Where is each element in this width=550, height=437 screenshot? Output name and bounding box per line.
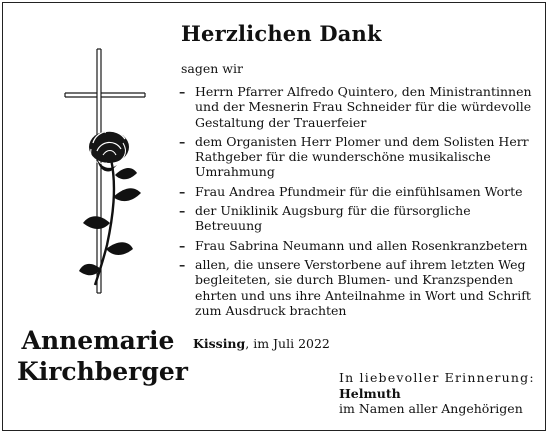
list-item-text: Frau Sabrina Neumann und allen Rosenkranzbetern [195,237,528,253]
place: Kissing [193,336,246,351]
list-item [179,203,539,234]
date: , im Juli 2022 [245,336,330,351]
place-date [193,336,330,351]
list-item-text: Frau Andrea Pfundmeir für die einfühlsamen Worte [195,183,523,199]
list-item [179,238,539,253]
list-item [179,134,539,180]
list-item-text: allen, die unsere Verstorbene auf ihrem letzten Weg begleiteten, sie durch Blumen- und Kranzspenden ehrten und uns ihre Anteilnahme in Wort und Schrift zum Ausdruck brachten [195,256,531,318]
obituary-card [2,2,546,431]
memory-line: In liebevoller Erinnerung: [339,370,535,385]
dash-marker: – [179,84,186,99]
list-item-text: Herrn Pfarrer Alfredo Quintero, den Ministrantinnen und der Mesnerin Frau Schneider für die würdevolle Gestaltung der Trauerfeier [195,84,532,130]
list-item [179,257,539,318]
signer-name: Helmuth [339,385,401,401]
thanks-list [179,84,539,322]
dash-marker: – [179,183,186,199]
dash-marker: – [179,133,186,149]
list-item-text: der Uniklinik Augsburg für die fürsorgliche Betreuung [195,203,471,234]
deceased-last-name: Kirchberger [17,357,188,386]
dash-marker: – [179,237,186,253]
family-line: im Namen aller Angehörigen [339,401,523,416]
dash-marker: – [179,256,186,272]
cross-with-rose-icon [61,47,151,297]
deceased-name [17,325,188,387]
dash-marker: – [179,203,186,219]
list-item [179,184,539,199]
list-item [179,84,539,130]
deceased-first-name: Annemarie [21,326,175,355]
list-item-text: dem Organisten Herr Plomer und dem Solisten Herr Rathgeber für die wunderschöne musikalische Umrahmung [195,133,529,180]
intro-text: sagen wir [181,61,243,76]
page-title: Herzlichen Dank [181,21,382,46]
closing-block [339,370,535,417]
